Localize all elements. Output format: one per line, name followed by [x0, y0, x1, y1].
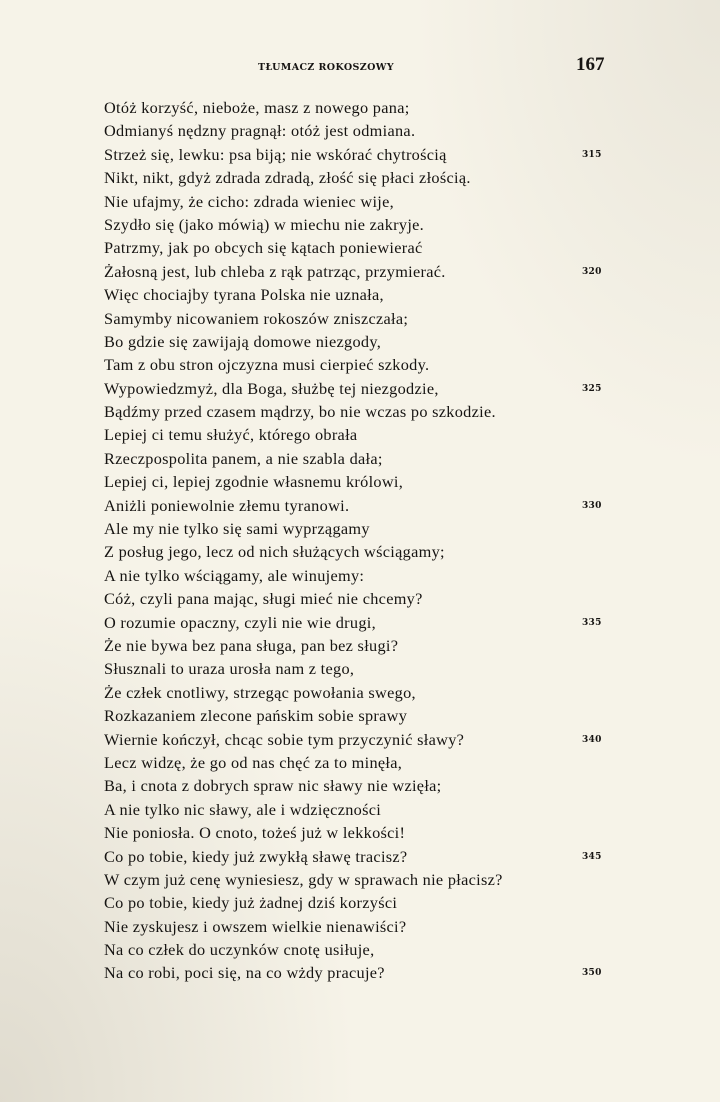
- poem-line-text: Samymby nicowaniem rokoszów zniszczała;: [104, 308, 409, 328]
- poem-line: [104, 938, 624, 961]
- poem-line-text: Patrzmy, jak po obcych się kątach poniewierać: [104, 238, 423, 258]
- poem-line: [104, 236, 624, 259]
- poem-line: [104, 587, 624, 610]
- poem-line-text: Na co robi, poci się, na co wżdy pracuje?: [104, 963, 385, 983]
- poem-line: [104, 821, 624, 844]
- poem-line-text: Lepiej ci temu służyć, którego obrała: [104, 425, 358, 445]
- poem-line-text: Że nie bywa bez pana sługa, pan bez sługi?: [104, 635, 399, 655]
- poem-line-text: Aniżli poniewolnie złemu tyranowi.: [104, 495, 350, 515]
- line-number: 325: [582, 383, 602, 394]
- poem-line: [104, 961, 624, 984]
- poem-line-text: Ale my nie tylko się sami wyprzągamy: [104, 519, 370, 539]
- line-number: 350: [582, 968, 602, 979]
- poem-line: [104, 774, 624, 797]
- poem-line-text: Lepiej ci, lepiej zgodnie własnemu królowi,: [104, 472, 404, 492]
- poem-line: [104, 283, 624, 306]
- poem-line-text: Rozkazaniem zlecone pańskim sobie sprawy: [104, 706, 408, 726]
- poem-text: [104, 96, 624, 985]
- poem-line: [104, 377, 624, 400]
- poem-line-text: Co po tobie, kiedy już zwykłą sławę tracisz?: [104, 846, 408, 866]
- poem-line: [104, 728, 624, 751]
- poem-line-text: Więc chociajby tyrana Polska nie uznała,: [104, 285, 384, 305]
- poem-line: [104, 845, 624, 868]
- line-number: 335: [582, 617, 602, 628]
- poem-line-text: W czym już cenę wyniesiesz, gdy w sprawach nie płacisz?: [104, 869, 503, 889]
- poem-line-text: Strzeż się, lewku: psa biją; nie wskórać chytrością: [104, 144, 447, 164]
- line-number: 330: [582, 500, 602, 511]
- line-number: 345: [582, 851, 602, 862]
- poem-line: [104, 634, 624, 657]
- line-number: 340: [582, 734, 602, 745]
- poem-line-text: Bądźmy przed czasem mądrzy, bo nie wczas po szkodzie.: [104, 402, 496, 422]
- line-number: 320: [582, 266, 602, 277]
- poem-line-text: Żałosną jest, lub chleba z rąk patrząc, przymierać.: [104, 261, 446, 281]
- poem-line-text: Wiernie kończył, chcąc sobie tym przyczynić sławy?: [104, 729, 465, 749]
- poem-line: [104, 307, 624, 330]
- poem-line: [104, 564, 624, 587]
- poem-line-text: Ba, i cnota z dobrych spraw nic sławy nie wzięła;: [104, 776, 442, 796]
- page-number: 167: [576, 54, 605, 75]
- poem-line-text: Wypowiedzmyż, dla Boga, służbę tej niezgodzie,: [104, 378, 439, 398]
- poem-line: [104, 166, 624, 189]
- poem-line: [104, 798, 624, 821]
- poem-line: [104, 657, 624, 680]
- poem-line-text: Na co człek do uczynków cnotę usiłuje,: [104, 940, 375, 960]
- poem-line: [104, 891, 624, 914]
- poem-line: [104, 423, 624, 446]
- poem-line-text: Otóż korzyść, nieboże, masz z nowego pana;: [104, 98, 410, 117]
- running-head: TŁUMACZ ROKOSZOWY: [258, 62, 395, 73]
- poem-line: [104, 494, 624, 517]
- poem-line-text: Co po tobie, kiedy już żadnej dziś korzyści: [104, 893, 398, 913]
- poem-line: [104, 470, 624, 493]
- poem-line-text: Nie ufajmy, że cicho: zdrada wieniec wije,: [104, 191, 395, 211]
- poem-line: [104, 681, 624, 704]
- poem-line-text: Szydło się (jako mówią) w miechu nie zakryje.: [104, 214, 425, 234]
- poem-line-text: Nikt, nikt, gdyż zdrada zdradą, złość się płaci złością.: [104, 168, 471, 188]
- poem-line: [104, 751, 624, 774]
- poem-line-text: Tam z obu stron ojczyzna musi cierpieć szkody.: [104, 355, 430, 375]
- poem-line: [104, 119, 624, 142]
- poem-line: [104, 868, 624, 891]
- poem-line-text: O rozumie opaczny, czyli nie wie drugi,: [104, 612, 376, 632]
- poem-line: [104, 260, 624, 283]
- poem-line: [104, 353, 624, 376]
- poem-line: [104, 190, 624, 213]
- poem-line-text: Słusznali to uraza urosła nam z tego,: [104, 659, 355, 679]
- poem-line-text: Bo gdzie się zawijają domowe niezgody,: [104, 331, 382, 351]
- poem-line-text: Lecz widzę, że go od nas chęć za to minęła,: [104, 752, 403, 772]
- poem-line-text: Z posług jego, lecz od nich służących wściągamy;: [104, 542, 445, 562]
- poem-line-text: Nie zyskujesz i owszem wielkie nienawiści?: [104, 916, 407, 936]
- poem-line-text: Rzeczpospolita panem, a nie szabla dała;: [104, 448, 383, 468]
- poem-line: [104, 447, 624, 470]
- poem-line-text: A nie tylko nic sławy, ale i wdzięczności: [104, 799, 382, 819]
- poem-line-text: Nie poniosła. O cnoto, tożeś już w lekkości!: [104, 823, 406, 843]
- poem-line: [104, 540, 624, 563]
- poem-line-text: Że człek cnotliwy, strzegąc powołania swego,: [104, 682, 416, 702]
- poem-line: [104, 704, 624, 727]
- poem-line-text: Cóż, czyli pana mając, sługi mieć nie chcemy?: [104, 589, 423, 609]
- poem-line: [104, 400, 624, 423]
- poem-line-text: A nie tylko wściągamy, ale winujemy:: [104, 565, 365, 585]
- poem-line: [104, 330, 624, 353]
- poem-line: [104, 611, 624, 634]
- poem-line: [104, 517, 624, 540]
- line-number: 315: [582, 149, 602, 160]
- poem-line: [104, 915, 624, 938]
- poem-line-text: Odmianyś nędzny pragnął: otóż jest odmiana.: [104, 121, 416, 141]
- poem-line: [104, 96, 624, 119]
- poem-line: [104, 213, 624, 236]
- poem-line: [104, 143, 624, 166]
